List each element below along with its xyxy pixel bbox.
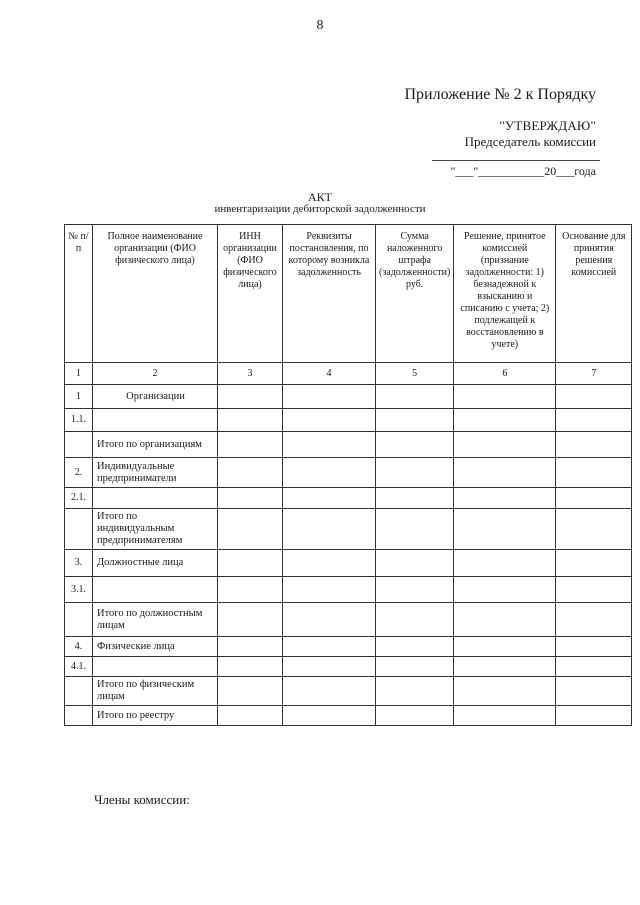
row-number-cell xyxy=(65,603,93,637)
empty-cell xyxy=(283,409,376,432)
table-row xyxy=(65,409,632,432)
page-number: 8 xyxy=(316,18,324,33)
empty-cell xyxy=(454,577,556,603)
table-row xyxy=(65,706,632,726)
empty-cell xyxy=(218,637,283,657)
table-row xyxy=(65,603,632,637)
empty-cell xyxy=(218,657,283,677)
empty-cell xyxy=(556,677,632,706)
empty-cell xyxy=(218,577,283,603)
table-row xyxy=(65,509,632,550)
empty-cell xyxy=(556,488,632,509)
table-row xyxy=(65,458,632,488)
table-row xyxy=(65,577,632,603)
empty-cell xyxy=(376,409,454,432)
commission-members-label: Члены комиссии: xyxy=(94,792,190,807)
empty-cell xyxy=(376,509,454,550)
empty-cell xyxy=(556,603,632,637)
header-cell: Решение, принятое комиссией (признание задолженности: 1) безнадежной к взысканию и списанию с учета; 2) подлежащей к восстановлению в учете) xyxy=(454,225,556,363)
row-name-cell: Итого по должностным лицам xyxy=(93,603,218,637)
empty-cell xyxy=(376,577,454,603)
empty-cell xyxy=(556,706,632,726)
act-title: АКТ xyxy=(308,190,332,204)
row-number-cell xyxy=(65,432,93,458)
appendix-title: Приложение № 2 к Порядку xyxy=(404,86,596,103)
empty-cell xyxy=(376,488,454,509)
empty-cell xyxy=(218,385,283,409)
header-cell: Основание для принятия решения комиссией xyxy=(556,225,632,363)
row-number-cell: 3. xyxy=(65,550,93,577)
row-number-cell xyxy=(65,677,93,706)
empty-cell xyxy=(454,706,556,726)
empty-cell xyxy=(283,706,376,726)
row-name-cell: Физические лица xyxy=(93,637,218,657)
header-row xyxy=(65,225,632,363)
empty-cell xyxy=(454,458,556,488)
column-number: 1 xyxy=(65,363,93,385)
empty-cell xyxy=(454,488,556,509)
empty-cell xyxy=(454,637,556,657)
row-name-cell xyxy=(93,488,218,509)
table-row xyxy=(65,432,632,458)
empty-cell xyxy=(283,509,376,550)
column-number: 3 xyxy=(218,363,283,385)
empty-cell xyxy=(283,488,376,509)
column-number: 5 xyxy=(376,363,454,385)
column-number: 7 xyxy=(556,363,632,385)
table-row xyxy=(65,657,632,677)
row-name-cell: Итого по индивидуальным предпринимателям xyxy=(93,509,218,550)
empty-cell xyxy=(283,637,376,657)
row-name-cell xyxy=(93,657,218,677)
row-number-cell: 4.1. xyxy=(65,657,93,677)
empty-cell xyxy=(218,488,283,509)
empty-cell xyxy=(376,677,454,706)
empty-cell xyxy=(556,385,632,409)
act-subtitle: инвентаризации дебиторской задолженности xyxy=(214,203,426,215)
empty-cell xyxy=(376,432,454,458)
row-number-cell: 2.1. xyxy=(65,488,93,509)
table-row xyxy=(65,677,632,706)
empty-cell xyxy=(556,458,632,488)
row-number-cell: 4. xyxy=(65,637,93,657)
empty-cell xyxy=(556,432,632,458)
header-cell: ИНН организации (ФИО физического лица) xyxy=(218,225,283,363)
row-name-cell: Итого по реестру xyxy=(93,706,218,726)
row-number-cell: 1 xyxy=(65,385,93,409)
table-row xyxy=(65,637,632,657)
date-line: "___"___________20___года xyxy=(450,164,596,178)
empty-cell xyxy=(283,550,376,577)
row-name-cell: Индивидуальные предприниматели xyxy=(93,458,218,488)
row-number-cell xyxy=(65,509,93,550)
empty-cell xyxy=(376,458,454,488)
empty-cell xyxy=(283,603,376,637)
empty-cell xyxy=(218,677,283,706)
empty-cell xyxy=(283,657,376,677)
empty-cell xyxy=(556,550,632,577)
empty-cell xyxy=(218,432,283,458)
column-number: 4 xyxy=(283,363,376,385)
empty-cell xyxy=(556,577,632,603)
column-number: 6 xyxy=(454,363,556,385)
empty-cell xyxy=(556,509,632,550)
column-number-row xyxy=(65,363,632,385)
empty-cell xyxy=(376,637,454,657)
empty-cell xyxy=(283,577,376,603)
empty-cell xyxy=(454,657,556,677)
header-cell: Реквизиты постановления, по которому возникла задолженность xyxy=(283,225,376,363)
row-number-cell: 2. xyxy=(65,458,93,488)
empty-cell xyxy=(376,603,454,637)
approve-label: "УТВЕРЖДАЮ" xyxy=(499,118,596,133)
table-row xyxy=(65,550,632,577)
row-name-cell: Итого по физическим лицам xyxy=(93,677,218,706)
row-number-cell: 3.1. xyxy=(65,577,93,603)
row-number-cell: 1.1. xyxy=(65,409,93,432)
row-name-cell xyxy=(93,409,218,432)
empty-cell xyxy=(556,657,632,677)
empty-cell xyxy=(218,409,283,432)
empty-cell xyxy=(454,385,556,409)
empty-cell xyxy=(376,657,454,677)
empty-cell xyxy=(376,550,454,577)
empty-cell xyxy=(454,603,556,637)
empty-cell xyxy=(218,458,283,488)
row-name-cell xyxy=(93,577,218,603)
empty-cell xyxy=(218,509,283,550)
empty-cell xyxy=(454,550,556,577)
header-cell: № п/п xyxy=(65,225,93,363)
header-cell: Сумма наложенного штрафа (задолженности) руб. xyxy=(376,225,454,363)
table-row xyxy=(65,488,632,509)
empty-cell xyxy=(218,603,283,637)
empty-cell xyxy=(454,509,556,550)
row-name-cell: Должностные лица xyxy=(93,550,218,577)
empty-cell xyxy=(283,385,376,409)
table-row xyxy=(65,385,632,409)
empty-cell xyxy=(218,550,283,577)
row-name-cell: Организации xyxy=(93,385,218,409)
column-number: 2 xyxy=(93,363,218,385)
empty-cell xyxy=(556,409,632,432)
empty-cell xyxy=(283,458,376,488)
signature-line xyxy=(432,160,600,161)
header-cell: Полное наименование организации (ФИО физического лица) xyxy=(93,225,218,363)
empty-cell xyxy=(556,637,632,657)
empty-cell xyxy=(454,409,556,432)
empty-cell xyxy=(454,432,556,458)
empty-cell xyxy=(283,677,376,706)
empty-cell xyxy=(454,677,556,706)
row-name-cell: Итого по организациям xyxy=(93,432,218,458)
empty-cell xyxy=(218,706,283,726)
inventory-table xyxy=(64,224,632,726)
empty-cell xyxy=(376,706,454,726)
empty-cell xyxy=(376,385,454,409)
empty-cell xyxy=(283,432,376,458)
row-number-cell xyxy=(65,706,93,726)
chairman-label: Председатель комиссии xyxy=(464,134,596,149)
